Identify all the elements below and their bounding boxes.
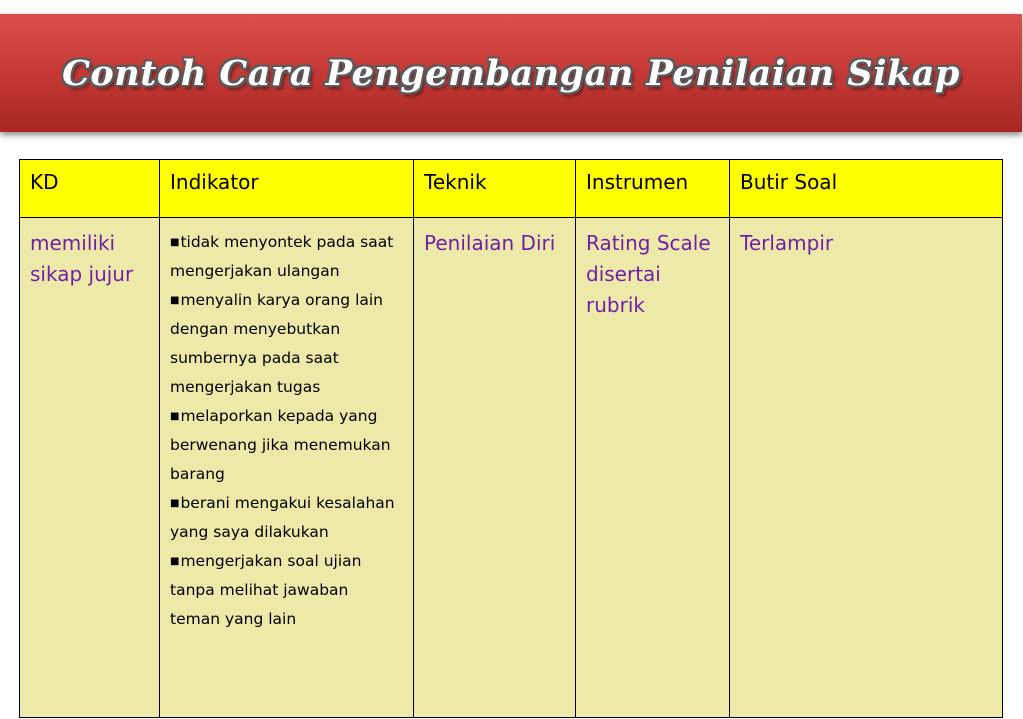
bullet-icon: ■ xyxy=(170,295,180,306)
cell-kd xyxy=(20,218,160,718)
bullet-icon: ■ xyxy=(170,411,180,422)
list-item: ■berani mengakui kesalahan yang saya dilakukan xyxy=(170,494,395,541)
assessment-table xyxy=(19,159,1003,718)
assessment-table-container xyxy=(19,159,1002,719)
list-item: ■tidak menyontek pada saat mengerjakan ulangan xyxy=(170,233,394,280)
page-title: Contoh Cara Pengembangan Penilaian Sikap xyxy=(62,52,960,94)
butir-soal-text: Terlampir xyxy=(740,231,834,255)
table-header-row xyxy=(20,160,1003,218)
bullet-icon: ■ xyxy=(170,237,180,248)
instrumen-text: Rating Scale disertai rubrik xyxy=(586,231,711,317)
cell-butir-soal xyxy=(730,218,1003,718)
bullet-icon: ■ xyxy=(170,556,180,567)
bullet-icon: ■ xyxy=(170,498,180,509)
cell-teknik xyxy=(414,218,576,718)
header-kd: KD xyxy=(20,160,160,218)
header-instrumen: Instrumen xyxy=(576,160,730,218)
cell-indikator xyxy=(160,218,414,718)
header-butir-soal: Butir Soal xyxy=(730,160,1003,218)
title-banner xyxy=(0,14,1022,132)
table-row xyxy=(20,218,1003,718)
header-indikator: Indikator xyxy=(160,160,414,218)
indikator-list xyxy=(170,228,403,634)
cell-instrumen xyxy=(576,218,730,718)
list-item: ■melaporkan kepada yang berwenang jika menemukan barang xyxy=(170,407,391,483)
list-item: ■menyalin karya orang lain dengan menyebutkan sumbernya pada saat mengerjakan tugas xyxy=(170,291,383,396)
header-teknik: Teknik xyxy=(414,160,576,218)
list-item: ■mengerjakan soal ujian tanpa melihat jawaban teman yang lain xyxy=(170,552,362,628)
kd-text: memiliki sikap jujur xyxy=(30,231,134,286)
teknik-text: Penilaian Diri xyxy=(424,231,556,255)
